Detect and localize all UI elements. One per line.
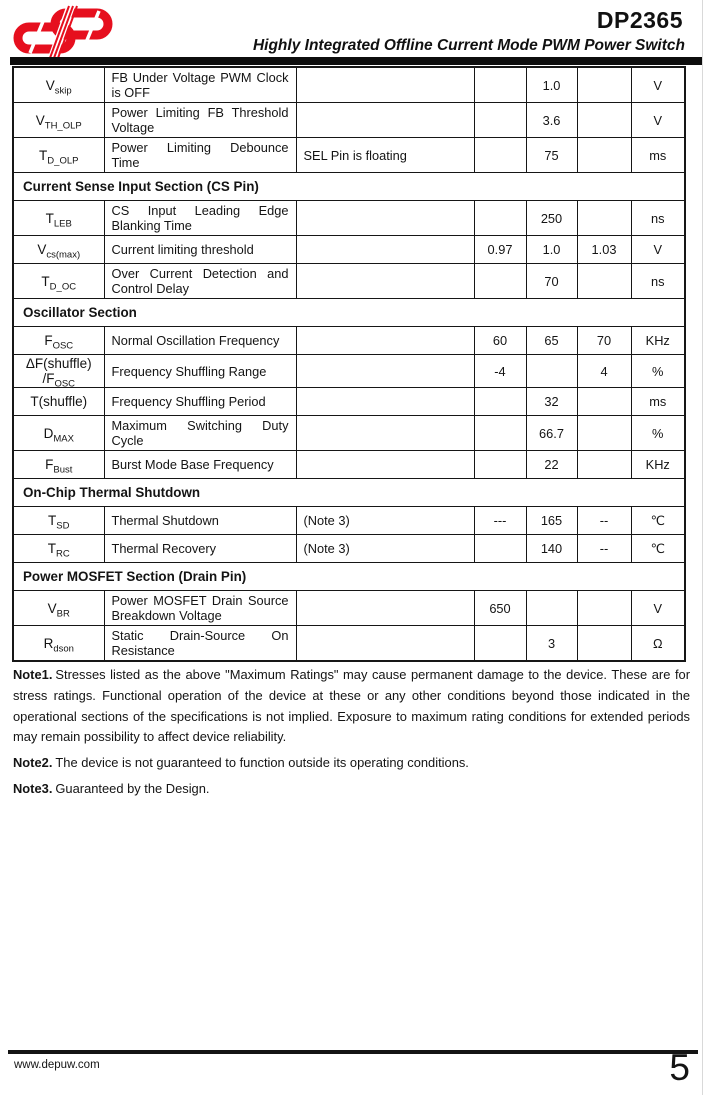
max-value-cell bbox=[577, 67, 631, 103]
conditions-cell bbox=[296, 201, 474, 236]
min-value-cell: --- bbox=[474, 507, 526, 535]
symbol-cell bbox=[13, 103, 104, 138]
symbol-text: T(shuffle) bbox=[30, 394, 88, 409]
spec-row bbox=[13, 355, 685, 388]
typ-value-cell: 65 bbox=[526, 327, 577, 355]
conditions-cell bbox=[296, 103, 474, 138]
parameter-cell: Thermal Recovery bbox=[104, 535, 296, 563]
unit-cell: ℃ bbox=[631, 507, 685, 535]
symbol-text: V bbox=[37, 242, 47, 257]
typ-value-cell: 3.6 bbox=[526, 103, 577, 138]
symbol-text: T bbox=[41, 273, 50, 289]
spec-row bbox=[13, 388, 685, 416]
conditions-cell bbox=[296, 626, 474, 662]
max-value-cell bbox=[577, 201, 631, 236]
min-value-cell bbox=[474, 264, 526, 299]
symbol-cell bbox=[13, 67, 104, 103]
parameter-cell: Thermal Shutdown bbox=[104, 507, 296, 535]
spec-row bbox=[13, 416, 685, 451]
document-subtitle: Highly Integrated Offline Current Mode PWM Power Switch bbox=[252, 37, 685, 54]
symbol-subscript: OSC bbox=[52, 340, 74, 352]
symbol-text: T bbox=[47, 541, 56, 556]
note-1-text: Stresses listed as the above "Maximum Ratings" may cause permanent damage to the device. These are for stress ratings. Functional operation of the device at these or any other conditions beyond those indicated in the operational sections of the specifications is not implied. Exposure to maximum rating conditions for extended periods may remain possibility to affect device reliability. bbox=[13, 667, 690, 745]
section-title: Power MOSFET Section (Drain Pin) bbox=[13, 563, 685, 591]
min-value-cell bbox=[474, 201, 526, 236]
symbol-subscript: OSC bbox=[54, 378, 76, 390]
unit-cell: V bbox=[631, 591, 685, 626]
symbol-cell bbox=[13, 591, 104, 626]
section-title: Current Sense Input Section (CS Pin) bbox=[13, 173, 685, 201]
unit-cell: KHz bbox=[631, 451, 685, 479]
unit-cell: ms bbox=[631, 138, 685, 173]
min-value-cell bbox=[474, 451, 526, 479]
note-2 bbox=[13, 753, 690, 774]
parameter-cell: Maximum Switching Duty Cycle bbox=[104, 416, 296, 451]
parameter-cell: FB Under Voltage PWM Clock is OFF bbox=[104, 67, 296, 103]
symbol-text: T bbox=[39, 147, 48, 163]
section-header-row bbox=[13, 173, 685, 201]
section-header-row bbox=[13, 299, 685, 327]
max-value-cell: -- bbox=[577, 535, 631, 563]
min-value-cell: 0.97 bbox=[474, 236, 526, 264]
max-value-cell: -- bbox=[577, 507, 631, 535]
spec-row bbox=[13, 201, 685, 236]
symbol-subscript: RC bbox=[56, 548, 70, 560]
unit-cell: ns bbox=[631, 201, 685, 236]
max-value-cell bbox=[577, 388, 631, 416]
max-value-cell bbox=[577, 264, 631, 299]
symbol-cell bbox=[13, 236, 104, 264]
dp-logo-icon bbox=[13, 4, 113, 60]
typ-value-cell: 75 bbox=[526, 138, 577, 173]
symbol-cell bbox=[13, 327, 104, 355]
electrical-characteristics-table bbox=[12, 66, 686, 662]
unit-cell: % bbox=[631, 416, 685, 451]
typ-value-cell: 66.7 bbox=[526, 416, 577, 451]
spec-row bbox=[13, 264, 685, 299]
symbol-text: T bbox=[48, 513, 57, 528]
conditions-cell bbox=[296, 591, 474, 626]
spec-row bbox=[13, 507, 685, 535]
parameter-cell: Frequency Shuffling Range bbox=[104, 355, 296, 388]
min-value-cell bbox=[474, 388, 526, 416]
notes-section bbox=[13, 665, 690, 805]
symbol-subscript: BR bbox=[56, 608, 70, 620]
spec-row bbox=[13, 591, 685, 626]
conditions-cell bbox=[296, 236, 474, 264]
spec-row bbox=[13, 451, 685, 479]
max-value-cell: 70 bbox=[577, 327, 631, 355]
min-value-cell bbox=[474, 138, 526, 173]
symbol-text: F bbox=[45, 457, 54, 472]
symbol-subscript: MAX bbox=[53, 433, 74, 445]
spec-row bbox=[13, 626, 685, 662]
typ-value-cell: 140 bbox=[526, 535, 577, 563]
min-value-cell bbox=[474, 103, 526, 138]
unit-cell: % bbox=[631, 355, 685, 388]
conditions-cell bbox=[296, 416, 474, 451]
website-url: www.depuw.com bbox=[14, 1059, 100, 1071]
parameter-cell: Static Drain-Source On Resistance bbox=[104, 626, 296, 662]
header-divider bbox=[10, 57, 702, 65]
typ-value-cell: 250 bbox=[526, 201, 577, 236]
unit-cell: Ω bbox=[631, 626, 685, 662]
symbol-text: R bbox=[43, 635, 54, 651]
typ-value-cell: 3 bbox=[526, 626, 577, 662]
max-value-cell bbox=[577, 138, 631, 173]
unit-cell: ms bbox=[631, 388, 685, 416]
note-1-label: Note1. bbox=[13, 667, 53, 682]
typ-value-cell: 1.0 bbox=[526, 67, 577, 103]
symbol-text: V bbox=[47, 600, 57, 616]
min-value-cell: 60 bbox=[474, 327, 526, 355]
symbol-text: ΔF(shuffle) bbox=[25, 356, 92, 371]
typ-value-cell bbox=[526, 591, 577, 626]
typ-value-cell: 32 bbox=[526, 388, 577, 416]
conditions-cell: SEL Pin is floating bbox=[296, 138, 474, 173]
parameter-cell: Current limiting threshold bbox=[104, 236, 296, 264]
symbol-subscript: skip bbox=[54, 85, 72, 97]
parameter-cell: Frequency Shuffling Period bbox=[104, 388, 296, 416]
parameter-cell: Burst Mode Base Frequency bbox=[104, 451, 296, 479]
conditions-cell bbox=[296, 388, 474, 416]
symbol-subscript: D_OC bbox=[49, 281, 77, 293]
symbol-cell bbox=[13, 626, 104, 662]
note-1 bbox=[13, 665, 690, 748]
max-value-cell bbox=[577, 451, 631, 479]
max-value-cell bbox=[577, 103, 631, 138]
page-number: 5 bbox=[669, 1047, 690, 1088]
spec-row bbox=[13, 138, 685, 173]
symbol-text: /F bbox=[42, 371, 55, 386]
unit-cell: V bbox=[631, 67, 685, 103]
typ-value-cell: 165 bbox=[526, 507, 577, 535]
symbol-subscript: cs(max) bbox=[46, 249, 81, 261]
min-value-cell: -4 bbox=[474, 355, 526, 388]
conditions-cell bbox=[296, 264, 474, 299]
note-2-label: Note2. bbox=[13, 755, 53, 771]
min-value-cell: 650 bbox=[474, 591, 526, 626]
note-2-text: The device is not guaranteed to function outside its operating conditions. bbox=[55, 755, 469, 771]
note-3-label: Note3. bbox=[13, 780, 53, 796]
symbol-subscript: TH_OLP bbox=[44, 120, 82, 132]
symbol-subscript: Bust bbox=[53, 464, 73, 476]
conditions-cell bbox=[296, 451, 474, 479]
max-value-cell: 4 bbox=[577, 355, 631, 388]
symbol-subscript: D_OLP bbox=[47, 155, 79, 167]
symbol-subscript: dson bbox=[53, 643, 74, 655]
unit-cell: KHz bbox=[631, 327, 685, 355]
unit-cell: V bbox=[631, 103, 685, 138]
footer-divider bbox=[8, 1050, 698, 1054]
symbol-cell bbox=[13, 264, 104, 299]
section-title: On-Chip Thermal Shutdown bbox=[13, 479, 685, 507]
symbol-cell bbox=[13, 451, 104, 479]
unit-cell: V bbox=[631, 236, 685, 264]
min-value-cell bbox=[474, 535, 526, 563]
typ-value-cell: 70 bbox=[526, 264, 577, 299]
note-3-text: Guaranteed by the Design. bbox=[55, 780, 210, 796]
conditions-cell: (Note 3) bbox=[296, 535, 474, 563]
symbol-cell bbox=[13, 138, 104, 173]
unit-cell: ns bbox=[631, 264, 685, 299]
symbol-text: V bbox=[35, 112, 45, 128]
symbol-text: T bbox=[45, 210, 54, 226]
symbol-subscript: LEB bbox=[53, 218, 72, 230]
section-header-row bbox=[13, 479, 685, 507]
parameter-cell: Power Limiting FB Threshold Voltage bbox=[104, 103, 296, 138]
conditions-cell bbox=[296, 327, 474, 355]
max-value-cell bbox=[577, 626, 631, 662]
note-3 bbox=[13, 779, 690, 800]
parameter-cell: CS Input Leading Edge Blanking Time bbox=[104, 201, 296, 236]
symbol-cell bbox=[13, 535, 104, 563]
symbol-cell bbox=[13, 201, 104, 236]
symbol-cell bbox=[13, 416, 104, 451]
max-value-cell: 1.03 bbox=[577, 236, 631, 264]
parameter-cell: Over Current Detection and Control Delay bbox=[104, 264, 296, 299]
parameter-cell: Power MOSFET Drain Source Breakdown Voltage bbox=[104, 591, 296, 626]
part-number-title: DP2365 bbox=[596, 7, 683, 33]
symbol-text: F bbox=[44, 333, 53, 348]
symbol-cell bbox=[13, 388, 104, 416]
max-value-cell bbox=[577, 416, 631, 451]
spec-row bbox=[13, 67, 685, 103]
min-value-cell bbox=[474, 67, 526, 103]
unit-cell: ℃ bbox=[631, 535, 685, 563]
symbol-cell bbox=[13, 355, 104, 388]
section-title: Oscillator Section bbox=[13, 299, 685, 327]
spec-row bbox=[13, 327, 685, 355]
section-header-row bbox=[13, 563, 685, 591]
spec-row bbox=[13, 103, 685, 138]
symbol-subscript: SD bbox=[56, 520, 70, 532]
typ-value-cell bbox=[526, 355, 577, 388]
typ-value-cell: 1.0 bbox=[526, 236, 577, 264]
max-value-cell bbox=[577, 591, 631, 626]
symbol-text: V bbox=[45, 77, 55, 93]
conditions-cell bbox=[296, 355, 474, 388]
spec-row bbox=[13, 236, 685, 264]
parameter-cell: Power Limiting Debounce Time bbox=[104, 138, 296, 173]
min-value-cell bbox=[474, 416, 526, 451]
parameter-cell: Normal Oscillation Frequency bbox=[104, 327, 296, 355]
min-value-cell bbox=[474, 626, 526, 662]
symbol-cell bbox=[13, 507, 104, 535]
typ-value-cell: 22 bbox=[526, 451, 577, 479]
spec-row bbox=[13, 535, 685, 563]
symbol-text: D bbox=[43, 425, 54, 441]
spec-table-body bbox=[13, 67, 685, 661]
conditions-cell bbox=[296, 67, 474, 103]
conditions-cell: (Note 3) bbox=[296, 507, 474, 535]
